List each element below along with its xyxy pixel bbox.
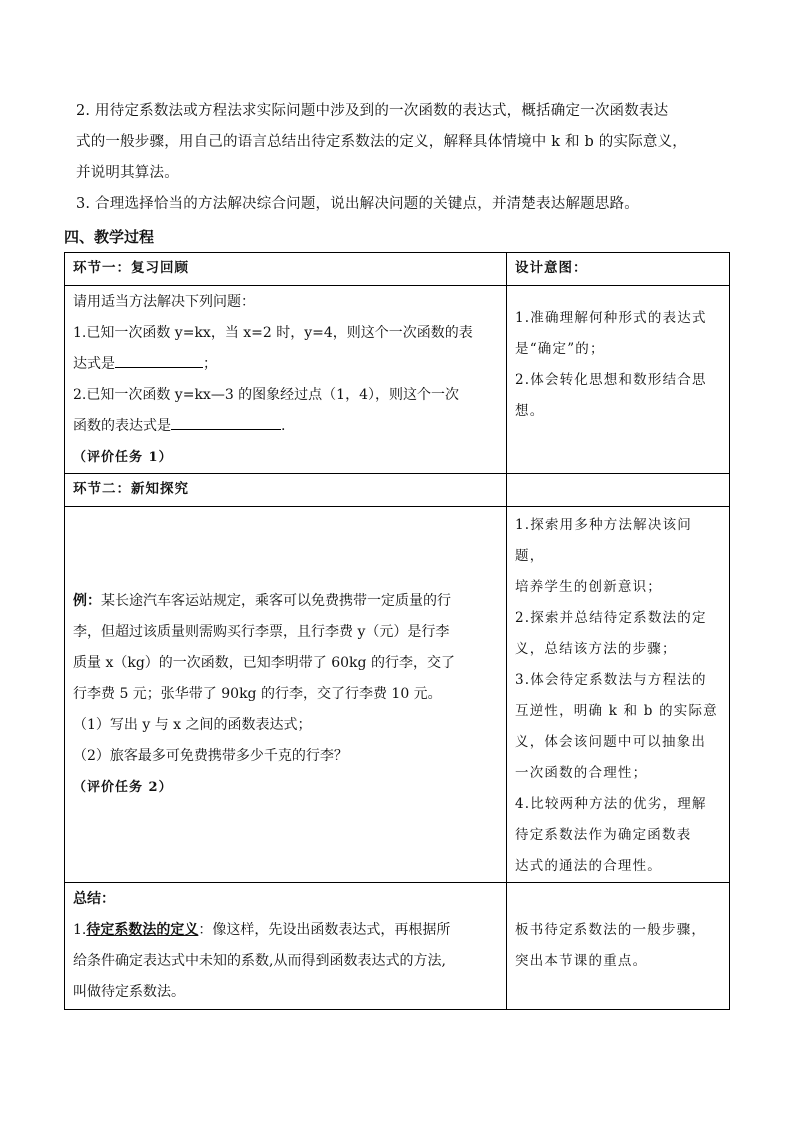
stage1-design-cell — [507, 286, 730, 474]
example-label: 例： — [73, 593, 101, 609]
eval-task-1: （评价任务 1） — [73, 450, 173, 465]
q2-suffix: . — [281, 418, 286, 434]
review-q2-line1: 2.已知一次函数 y=kx—3 的图象经过点（1，4），则这个一次 — [73, 387, 459, 403]
design2-line6: 互逆性，明确 k 和 b 的实际意 — [515, 703, 718, 719]
design2-line8: 一次函数的合理性； — [515, 765, 648, 781]
review-q1-line2 — [73, 349, 498, 380]
design-intent-header-cell — [507, 253, 730, 286]
q1-suffix: ； — [203, 356, 217, 372]
stage1-header-cell — [65, 253, 507, 286]
design2-line9: 4.比较两种方法的优劣，理解 — [515, 796, 707, 812]
design1-line2: 是“确定”的； — [515, 341, 605, 357]
intro-p2-line3: 并说明其算法。 — [76, 165, 179, 181]
example-line1 — [73, 586, 498, 617]
table-row-stage2-content — [65, 507, 730, 883]
design1-line4: 想。 — [515, 403, 545, 419]
stage1-title: 环节一：复习回顾 — [73, 260, 189, 276]
def-number: 1. — [73, 922, 87, 938]
stage2-header-empty-cell — [507, 474, 730, 507]
q1-prefix: 达式是 — [73, 356, 115, 372]
table-row-summary — [65, 883, 730, 1010]
design2-line5: 3.体会待定系数法与方程法的 — [515, 672, 707, 688]
design1-line1: 1.准确理解何种形式的表达式 — [515, 310, 707, 326]
stage2-design-cell — [507, 507, 730, 883]
sub-question-2: （2）旅客最多可免费携带多少千克的行李？ — [73, 748, 348, 764]
intro-p2-line2: 式的一般步骤，用自己的语言总结出待定系数法的定义，解释具体情境中 k 和 b 的实际意义， — [76, 134, 688, 150]
review-prompt: 请用适当方法解决下列问题： — [73, 294, 255, 310]
stage2-title: 环节二：新知探究 — [73, 481, 189, 497]
example-line2: 李，但超过该质量则需购买行李票，且行李费 y（元）是行李 — [73, 624, 450, 640]
design2-line2: 培养学生的创新意识； — [515, 579, 662, 595]
table-row-stage1-header — [65, 253, 730, 286]
def-text-1: ：像这样，先设出函数表达式，再根据所 — [198, 922, 451, 938]
design2-line1: 1.探索用多种方法解决该问题， — [515, 517, 692, 564]
summary-def-line1 — [73, 915, 498, 946]
intro-text — [76, 96, 736, 220]
review-q1-line1: 1.已知一次函数 y=kx，当 x=2 时，y=4，则这个一次函数的表 — [73, 325, 473, 341]
intro-p2-line1: 2. 用待定系数法或方程法求实际问题中涉及到的一次函数的表达式，概括确定一次函数表达 — [76, 103, 669, 119]
q2-answer-blank[interactable] — [171, 413, 281, 430]
review-q2-line2 — [73, 411, 498, 442]
summary-title: 总结： — [73, 891, 115, 907]
intro-p3: 3. 合理选择恰当的方法解决综合问题，说出解决问题的关键点，并清楚表达解题思路。 — [76, 196, 639, 212]
design2-line10: 待定系数法作为确定函数表 — [515, 827, 692, 843]
eval-task-2: （评价任务 2） — [73, 780, 173, 795]
summary-design-line2: 突出本节课的重点。 — [515, 953, 648, 969]
table-row-stage2-header — [65, 474, 730, 507]
summary-design-line1: 板书待定系数法的一般步骤， — [515, 922, 707, 938]
design2-line7: 义，体会该问题中可以抽象出 — [515, 734, 707, 750]
summary-def-line2: 给条件确定表达式中未知的系数,从而得到函数表达式的方法, — [73, 953, 446, 969]
q1-answer-blank[interactable] — [115, 351, 203, 368]
teaching-process-table — [64, 252, 730, 1010]
example-text-1: 某长途汽车客运站规定，乘客可以免费携带一定质量的行 — [101, 593, 451, 609]
section-heading: 四、教学过程 — [64, 228, 155, 246]
stage2-content-cell — [65, 507, 507, 883]
stage1-content-cell — [65, 286, 507, 474]
summary-def-line3: 叫做待定系数法。 — [73, 984, 185, 1000]
stage2-header-cell — [65, 474, 507, 507]
q2-prefix: 函数的表达式是 — [73, 418, 171, 434]
design2-line11: 达式的通法的合理性。 — [515, 858, 662, 874]
summary-cell — [65, 883, 507, 1010]
design-intent-title: 设计意图： — [515, 260, 588, 276]
design2-line4: 义，总结该方法的步骤； — [515, 641, 677, 657]
sub-question-1: （1）写出 y 与 x 之间的函数表达式； — [73, 717, 312, 733]
summary-design-cell — [507, 883, 730, 1010]
example-line3: 质量 x（kg）的一次函数，已知李明带了 60kg 的行李，交了 — [73, 655, 455, 671]
table-row-stage1-content — [65, 286, 730, 474]
example-line4: 行李费 5 元；张华带了 90kg 的行李，交了行李费 10 元。 — [73, 686, 442, 702]
design1-line3: 2.体会转化思想和数形结合思 — [515, 372, 707, 388]
def-term: 待定系数法的定义 — [86, 922, 199, 938]
design2-line3: 2.探索并总结待定系数法的定 — [515, 610, 707, 626]
